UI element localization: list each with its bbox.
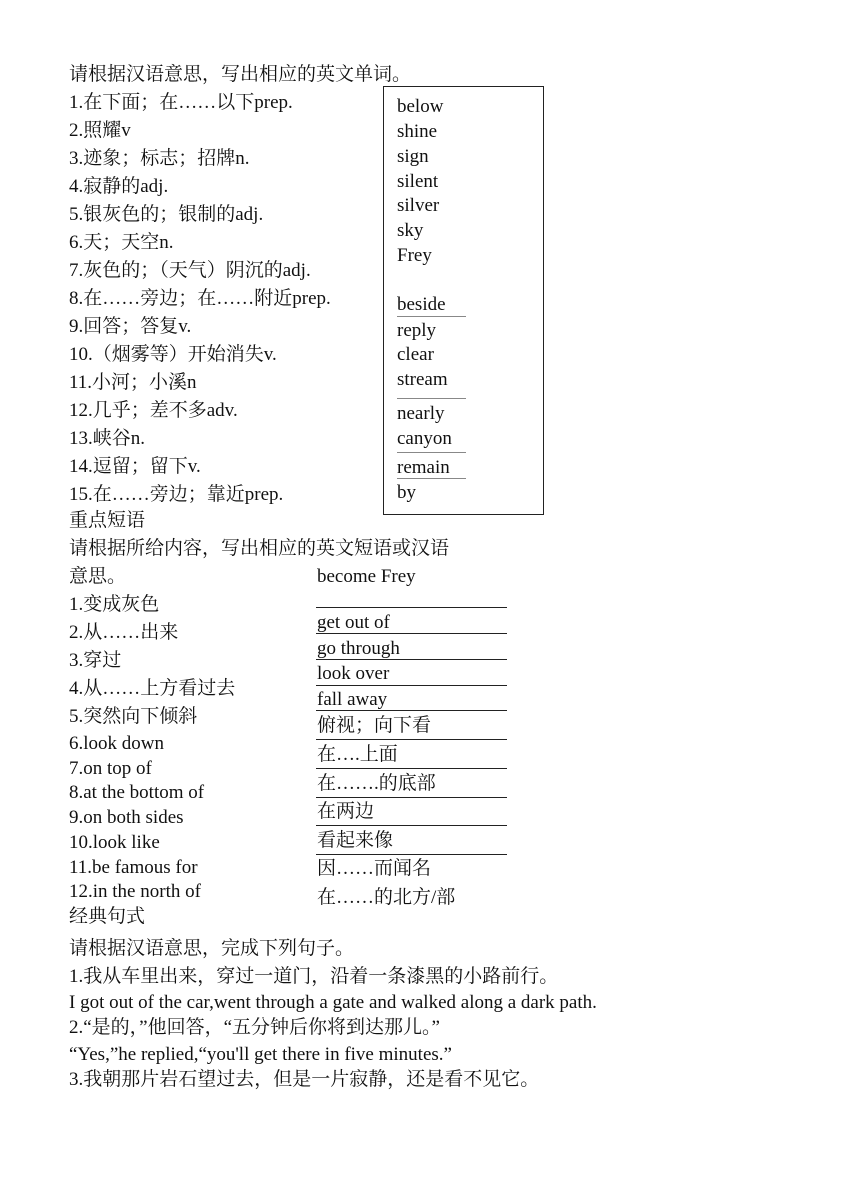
vocab-item: 4.寂静的adj. [69,176,169,197]
vocab-item: 14.逗留；留下v. [69,456,201,477]
phrase-item: 7.on top of [69,758,152,779]
phrases-instruction: 请根据所给内容，写出相应的英文短语或汉语 [69,538,450,559]
sentences-heading: 经典句式 [69,906,146,927]
phrase-item: 3.穿过 [69,650,122,671]
vocab-item: 15.在……旁边；靠近prep. [69,484,284,505]
vocab-answer: remain [397,457,450,478]
vocab-answer: Frey [397,245,432,266]
vocab-item: 3.迹象；标志；招牌n. [69,148,250,169]
vocab-answer: stream [397,369,448,390]
vocab-item: 8.在……旁边；在……附近prep. [69,288,331,309]
phrase-answer: 在……的北方/部 [317,887,456,908]
answer-underline [316,633,507,634]
phrase-item: 9.on both sides [69,807,184,828]
phrase-item: 8.at the bottom of [69,782,205,803]
answer-underline [316,825,507,826]
vocab-answer: shine [397,121,438,142]
answer-underline [316,607,507,608]
sentence-line: 3.我朝那片岩石望过去，但是一片寂静，还是看不见它。 [69,1069,540,1090]
phrase-item: 6.look down [69,733,164,754]
vocab-item: 7.灰色的；（天气）阴沉的adj. [69,260,311,281]
phrase-answer: 因……而闻名 [317,858,432,879]
phrase-answer: go through [317,638,400,659]
phrase-item: 11.be famous for [69,857,198,878]
vocab-item: 10.（烟雾等）开始消失v. [69,344,277,365]
phrase-item: 5.突然向下倾斜 [69,706,198,727]
answer-underline [316,710,507,711]
vocab-answer: clear [397,344,434,365]
phrase-answer: become Frey [317,566,416,587]
vocab-answer: sky [397,220,424,241]
vocab-item: 1.在下面；在……以下prep. [69,92,293,113]
phrase-answer: look over [317,663,390,684]
phrase-item: 1.变成灰色 [69,594,160,615]
answer-underline [316,739,507,740]
phrase-item: 10.look like [69,832,160,853]
vocab-item: 2.照耀v [69,120,131,141]
vocab-item: 11.小河；小溪n [69,372,197,393]
sentence-line: 1.我从车里出来，穿过一道门，沿着一条漆黑的小路前行。 [69,966,559,987]
vocab-item: 6.天；天空n. [69,232,174,253]
vocab-answer: beside [397,294,446,315]
vocab-item: 5.银灰色的；银制的adj. [69,204,264,225]
vocab-answer: silver [397,195,440,216]
vocab-answer: nearly [397,403,445,424]
sentence-line: 2.“是的，”他回答，“五分钟后你将到达那儿。” [69,1017,440,1038]
sentence-line: “Yes,”he replied,“you'll get there in five minutes.” [69,1044,452,1065]
phrase-item: 2.从……出来 [69,622,179,643]
phrase-answer: 看起来像 [317,830,394,851]
answer-underline [316,768,507,769]
phrases-heading: 重点短语 [69,510,146,531]
vocab-answer: reply [397,320,437,341]
answer-underline [316,685,507,686]
phrase-answer: 在两边 [317,801,375,822]
vocab-item: 9.回答；答复v. [69,316,192,337]
phrase-item: 12.in the north of [69,881,201,902]
phrase-item: 4.从……上方看过去 [69,678,236,699]
vocab-item: 13.峡谷n. [69,428,146,449]
phrases-instruction: 意思。 [69,566,127,587]
vocab-answer: sign [397,146,429,167]
vocab-answer: canyon [397,428,452,449]
vocab-answer: silent [397,171,439,192]
vocab-instruction: 请根据汉语意思，写出相应的英文单词。 [69,64,412,85]
answer-underline [397,452,466,453]
phrase-answer: 俯视；向下看 [317,715,432,736]
vocab-answer: below [397,96,444,117]
answer-underline [316,854,507,855]
phrase-answer: get out of [317,612,390,633]
answer-underline [316,659,507,660]
sentences-instruction: 请根据汉语意思，完成下列句子。 [69,938,355,959]
vocab-item: 12.几乎；差不多adv. [69,400,238,421]
vocab-answer: by [397,482,416,503]
phrase-answer: 在…….的底部 [317,773,436,794]
answer-underline [397,478,466,479]
phrase-answer: fall away [317,689,388,710]
phrase-answer: 在….上面 [317,744,398,765]
answer-underline [316,797,507,798]
answer-underline [397,316,466,317]
answer-underline [397,398,466,399]
sentence-line: I got out of the car,went through a gate and walked along a dark path. [69,992,597,1013]
